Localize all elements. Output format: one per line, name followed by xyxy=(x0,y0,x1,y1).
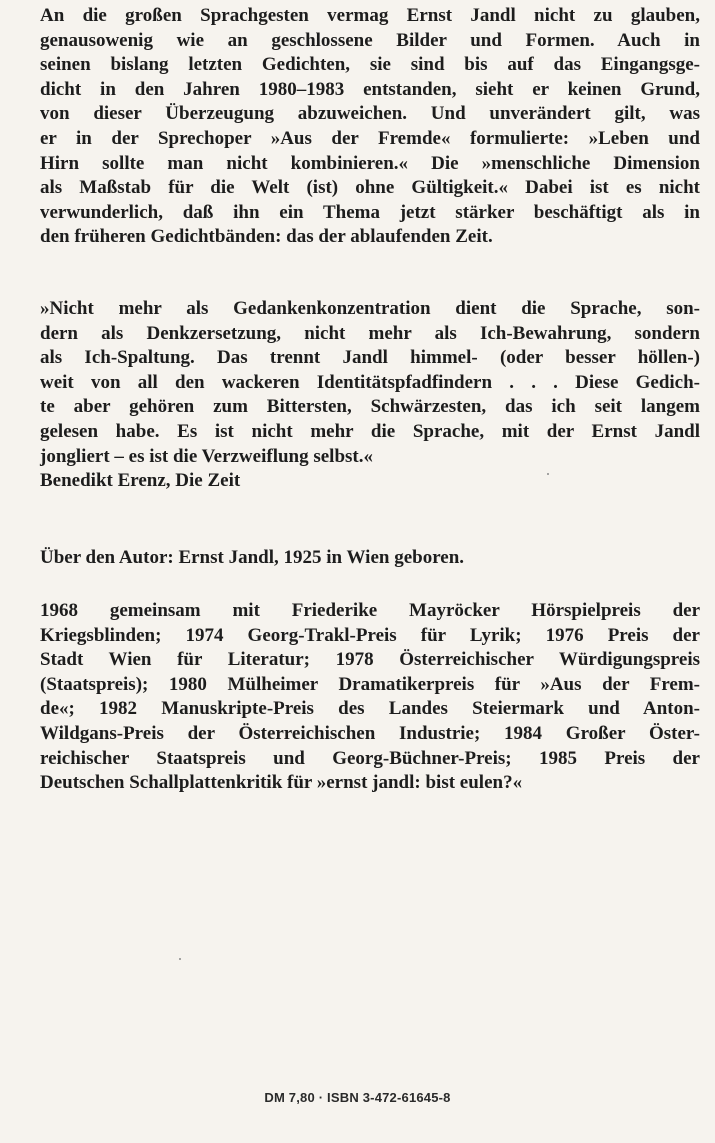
print-speck xyxy=(179,958,181,960)
awards-line: Kriegsblinden; 1974 Georg-Trakl-Preis für Lyrik; 1976 Preis der xyxy=(40,624,700,646)
intro-line: verwunderlich, daß ihn ein Thema jetzt stärker beschäftigt als in xyxy=(40,201,700,223)
intro-line: seinen bislang letzten Gedichten, sie sind bis auf das Eingangsge- xyxy=(40,54,700,76)
print-speck xyxy=(547,473,549,475)
intro-line: genausowenig wie an geschlossene Bilder und Formen. Auch in xyxy=(40,29,700,51)
awards-line: (Staatspreis); 1980 Mülheimer Dramatikerpreis für »Aus der Frem- xyxy=(40,673,700,695)
quote-line: jongliert – es ist die Verzweiflung selbst.« xyxy=(40,445,374,467)
awards-paragraph xyxy=(40,599,700,796)
quote-line: als Ich-Spaltung. Das trennt Jandl himmel- (oder besser höllen-) xyxy=(40,347,700,369)
quote-line: »Nicht mehr als Gedankenkonzentration dient die Sprache, son- xyxy=(40,298,700,319)
intro-line: dicht in den Jahren 1980–1983 entstanden, sieht er keinen Grund, xyxy=(40,78,700,100)
price-isbn-line: DM 7,80 · ISBN 3-472-61645-8 xyxy=(264,1090,451,1105)
quote-line: te aber gehören zum Bittersten, Schwärzesten, das ich seit langem xyxy=(40,396,700,418)
intro-line: als Maßstab für die Welt (ist) ohne Gültigkeit.« Dabei ist es nicht xyxy=(40,177,700,199)
quote-attribution: Benedikt Erenz, Die Zeit xyxy=(40,470,241,492)
awards-line: de«; 1982 Manuskripte-Preis des Landes Steiermark und Anton- xyxy=(40,698,700,720)
awards-line: reichischer Staatspreis und Georg-Büchner-Preis; 1985 Preis der xyxy=(40,747,700,769)
review-quote xyxy=(40,297,700,494)
intro-line: An die großen Sprachgesten vermag Ernst Jandl nicht zu glauben, xyxy=(40,5,700,26)
intro-line: Hirn sollte man nicht kombinieren.« Die »menschliche Dimension xyxy=(40,152,700,174)
intro-paragraph xyxy=(40,4,700,250)
awards-line: Stadt Wien für Literatur; 1978 Österreichischer Würdigungspreis xyxy=(40,649,700,671)
quote-line: gelesen habe. Es ist nicht mehr die Sprache, mit der Ernst Jandl xyxy=(40,420,700,442)
awards-line: Deutschen Schallplattenkritik für »ernst jandl: bist eulen?« xyxy=(40,772,523,794)
quote-line: weit von all den wackeren Identitätspfadfindern . . . Diese Gedich- xyxy=(40,371,700,393)
about-author-text: Über den Autor: Ernst Jandl, 1925 in Wien geboren. xyxy=(40,547,465,568)
intro-line: er in der Sprechoper »Aus der Fremde« formulierte: »Leben und xyxy=(40,127,700,149)
quote-line: dern als Denkzersetzung, nicht mehr als Ich-Bewahrung, sondern xyxy=(40,322,700,344)
about-author xyxy=(40,546,700,571)
awards-line: Wildgans-Preis der Österreichischen Industrie; 1984 Großer Öster- xyxy=(40,722,700,744)
awards-line: 1968 gemeinsam mit Friederike Mayröcker Hörspielpreis der xyxy=(40,600,700,621)
intro-line: den früheren Gedichtbänden: das der ablaufenden Zeit. xyxy=(40,226,493,248)
intro-line: von dieser Überzeugung abzuweichen. Und unverändert gilt, was xyxy=(40,103,700,125)
